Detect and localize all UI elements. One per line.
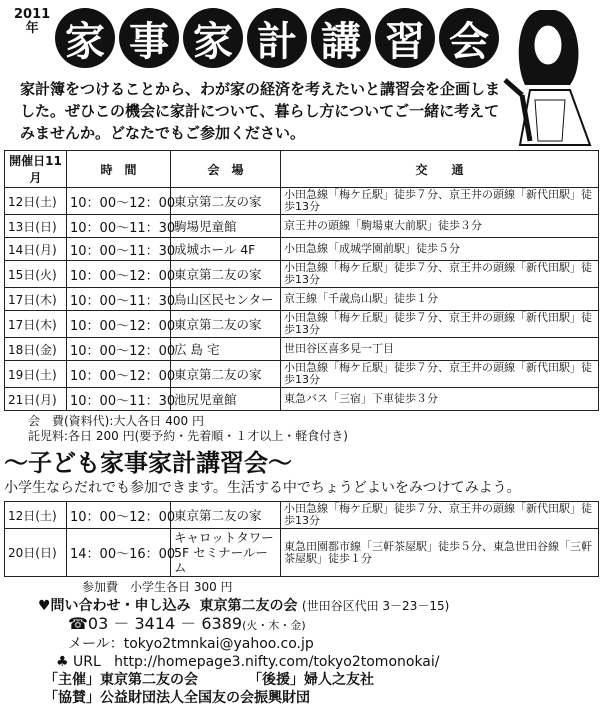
venue-cell: キャロットタワー 5F セミナールーム <box>171 529 281 577</box>
date-cell: 19日(土) <box>5 361 67 388</box>
contact-info <box>4 595 598 707</box>
table-row <box>5 261 599 288</box>
table-row <box>5 338 599 361</box>
venue-cell: 広 島 宅 <box>171 338 281 361</box>
time-cell: 10：00～12：00 <box>67 361 171 388</box>
time-cell: 10：00～11：30 <box>67 215 171 238</box>
kids-title: ～子ども家事家計講習会～ <box>4 449 292 477</box>
table-row <box>5 529 599 577</box>
col-venue: 会 場 <box>171 151 281 188</box>
kids-subtitle: 小学生ならだれでも参加できます。生活する中でちょうどよいをみつけてみよう。 <box>4 480 521 496</box>
inquiry-label: ♥問い合わせ・申し込み <box>38 598 191 614</box>
date-cell: 12日(土) <box>5 188 67 215</box>
table-row <box>5 502 599 529</box>
adult-fee: 会 費(資料代):大人各日 400 円 <box>28 414 204 428</box>
kids-schedule-table <box>4 501 599 577</box>
kids-fee: 参加費 小学生各日 300 円 <box>82 580 233 594</box>
access-cell: 小田急線「成城学園前駅」徒歩５分 <box>281 238 599 261</box>
title-char: 会 <box>439 8 499 68</box>
supporter: 「後援」婦人之友社 <box>248 672 374 688</box>
access-cell: 小田急線「梅ケ丘駅」徒歩７分、京王井の頭線「新代田駅」徒歩13分 <box>281 361 599 388</box>
time-cell: 10：00～11：30 <box>67 288 171 311</box>
title-char: 講 <box>311 8 371 68</box>
venue-cell: 烏山区民センター <box>171 288 281 311</box>
venue-cell: 東京第二友の家 <box>171 311 281 338</box>
table-row <box>5 188 599 215</box>
time-cell: 10：00～12：00 <box>67 311 171 338</box>
org-name: 東京第二友の会 <box>199 598 298 614</box>
url-link[interactable]: http://homepage3.nifty.com/tokyo2tomonokai/ <box>114 654 440 670</box>
venue-cell: 東京第二友の家 <box>171 261 281 288</box>
intro-text: 家計簿をつけることから、わが家の経済を考えたいと講習会を企画しました。ぜひこの機会に家計について、暮らし方についてご一緒に考えてみませんか。どなたでもご参加ください。 <box>20 80 501 142</box>
woman-illustration <box>500 5 604 147</box>
address: (世田谷区代田 3－23－15) <box>301 599 450 613</box>
date-cell: 20日(日) <box>5 529 67 577</box>
time-cell: 10：00～12：00 <box>67 502 171 529</box>
url-label: ♣ URL <box>56 654 101 670</box>
table-row <box>5 238 599 261</box>
venue-cell: 駒場児童館 <box>171 215 281 238</box>
venue-cell: 東京第二友の家 <box>171 361 281 388</box>
time-cell: 14：00～16：00 <box>67 529 171 577</box>
childcare-fee: 託児料:各日 200 円(要予約・先着順・１才以上・軽食付き) <box>28 429 348 443</box>
venue-cell: 池尻児童館 <box>171 388 281 411</box>
main-content <box>4 150 598 707</box>
title-char: 家 <box>183 8 243 68</box>
phone: ☎03 － 3414 － 6389 <box>68 614 243 633</box>
year-suffix: 年 <box>25 21 39 36</box>
date-cell: 17日(木) <box>5 288 67 311</box>
col-access: 交 通 <box>281 151 599 188</box>
col-date: 開催日11月 <box>5 151 67 188</box>
title-char: 習 <box>375 8 435 68</box>
year <box>14 8 50 36</box>
title-char: 家 <box>55 8 115 68</box>
table-header <box>5 151 599 188</box>
organizer: 「主催」東京第二友の会 <box>44 672 198 688</box>
email[interactable]: メール：tokyo2tmnkai@yahoo.co.jp <box>68 636 314 652</box>
title-char: 事 <box>119 8 179 68</box>
time-cell: 10：00～12：00 <box>67 261 171 288</box>
date-cell: 15日(火) <box>5 261 67 288</box>
time-cell: 10：00～12：00 <box>67 338 171 361</box>
fee-line <box>4 411 598 444</box>
time-cell: 10：00～11：30 <box>67 388 171 411</box>
table-row <box>5 288 599 311</box>
access-cell: 京王線「千歳烏山駅」徒歩１分 <box>281 288 599 311</box>
venue-cell: 東京第二友の家 <box>171 188 281 215</box>
table-row <box>5 361 599 388</box>
venue-cell: 成城ホール 4F <box>171 238 281 261</box>
venue-cell: 東京第二友の家 <box>171 502 281 529</box>
page-title <box>55 8 499 68</box>
access-cell: 東急バス「三宿」下車徒歩３分 <box>281 388 599 411</box>
access-cell: 京王井の頭線「駒場東大前駅」徒歩３分 <box>281 215 599 238</box>
phone-days: (火・木・金) <box>242 619 306 632</box>
date-cell: 12日(土) <box>5 502 67 529</box>
time-cell: 10：00～12：00 <box>67 188 171 215</box>
date-cell: 13日(日) <box>5 215 67 238</box>
access-cell: 世田谷区喜多見一丁目 <box>281 338 599 361</box>
year-number: 2011 <box>14 7 51 22</box>
date-cell: 14日(月) <box>5 238 67 261</box>
access-cell: 小田急線「梅ケ丘駅」徒歩７分、京王井の頭線「新代田駅」徒歩13分 <box>281 502 599 529</box>
table-row <box>5 215 599 238</box>
access-cell: 小田急線「梅ケ丘駅」徒歩７分、京王井の頭線「新代田駅」徒歩13分 <box>281 261 599 288</box>
table-row <box>5 311 599 338</box>
access-cell: 東急田園都市線「三軒茶屋駅」徒歩５分、東急世田谷線「三軒茶屋駅」徒歩１分 <box>281 529 599 577</box>
time-cell: 10：00～11：30 <box>67 238 171 261</box>
date-cell: 17日(木) <box>5 311 67 338</box>
sponsor: 「協賛」公益財団法人全国友の会振興財団 <box>44 690 310 706</box>
date-cell: 21日(月) <box>5 388 67 411</box>
schedule-table <box>4 150 599 411</box>
access-cell: 小田急線「梅ケ丘駅」徒歩７分、京王井の頭線「新代田駅」徒歩13分 <box>281 188 599 215</box>
col-time: 時 間 <box>67 151 171 188</box>
table-row <box>5 388 599 411</box>
date-cell: 18日(金) <box>5 338 67 361</box>
access-cell: 小田急線「梅ケ丘駅」徒歩７分、京王井の頭線「新代田駅」徒歩13分 <box>281 311 599 338</box>
title-char: 計 <box>247 8 307 68</box>
